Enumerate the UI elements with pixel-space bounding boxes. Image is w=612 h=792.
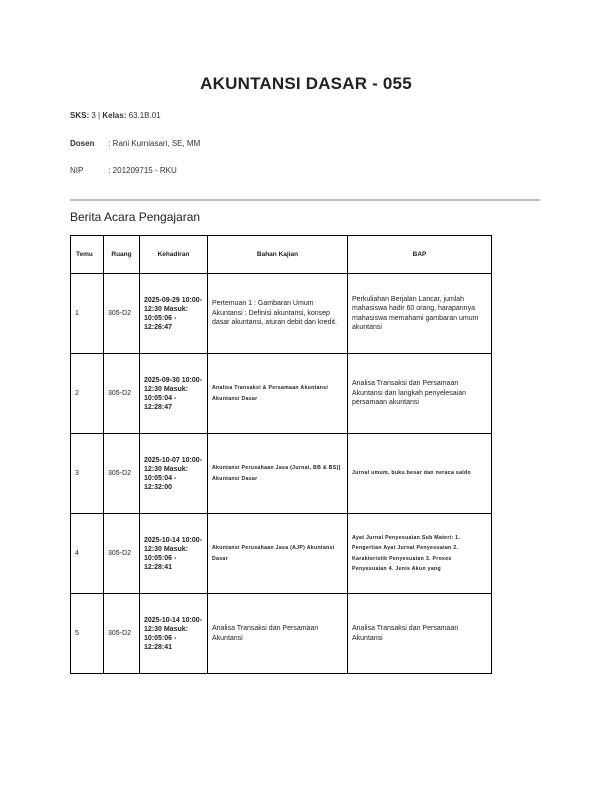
separator: | [98, 111, 101, 120]
nip-line [70, 166, 177, 175]
bap-table [70, 235, 492, 674]
cell-temu: 1 [71, 274, 104, 354]
table-row [71, 274, 492, 354]
cell-ruang: 305-D2 [104, 514, 140, 594]
page-title: AKUNTANSI DASAR - 055 [200, 74, 412, 93]
cell-temu: 4 [71, 514, 104, 594]
nip-value: : 201209715 - RKU [108, 166, 177, 175]
header-temu: Temu [71, 236, 104, 274]
cell-ruang: 305-D2 [104, 434, 140, 514]
cell-bap: Ayat Jurnal Penyesuaian Sub Materi: 1. Pengertian Ayat Jurnal Penyesuaian 2. Karakteristik Penyesuaian 3. Proses Penyesuaian 4. Jenis Akun yang [352, 534, 461, 572]
table-row [71, 514, 492, 594]
table-row [71, 354, 492, 434]
header-ruang: Ruang [104, 236, 140, 274]
header-bahan-kajian: Bahan Kajian [208, 236, 348, 274]
sks-kelas-line [70, 111, 161, 120]
cell-bahan-kajian: Akuntansi Perusahaan Jasa (AJP) Akuntansi Dasar [212, 545, 335, 562]
kelas-value: 63.1B.01 [128, 111, 161, 120]
cell-bap: Perkuliahan Berjalan Lancar, jumlah mahasiswa hadir 60 orang, harapannya mahasiswa memahami gambaran umum akuntansi [348, 274, 492, 354]
divider [70, 199, 540, 201]
cell-ruang: 305-D2 [104, 274, 140, 354]
dosen-value: : Rani Kurniasari, SE, MM [108, 139, 201, 148]
cell-kehadiran: 2025-09-30 10:00-12:30 Masuk: 10:05:04 - 12:28:47 [140, 354, 208, 434]
cell-temu: 3 [71, 434, 104, 514]
header-bap: BAP [348, 236, 492, 274]
cell-kehadiran: 2025-10-14 10:00-12:30 Masuk: 10:05:06 - 12:28:41 [140, 514, 208, 594]
cell-bahan-kajian: Analisa Transaksi & Persamaan Akuntansi Akuntansi Dasar [212, 385, 329, 402]
sks-value: 3 [91, 111, 96, 120]
cell-bap: Analisa Transaksi dan Persamaan Akuntansi [348, 594, 492, 674]
cell-ruang: 305-D2 [104, 594, 140, 674]
sks-label: SKS: [70, 111, 90, 120]
section-title: Berita Acara Pengajaran [70, 210, 201, 224]
table-row [71, 594, 492, 674]
cell-kehadiran: 2025-10-14 10:00-12:30 Masuk: 10:05:06 - 12:28:41 [140, 594, 208, 674]
cell-bap: Analisa Transaksi dan Persamaan Akuntansi dan langkah penyelesaian persamaan akuntansi [348, 354, 492, 434]
cell-kehadiran: 2025-10-07 10:00-12:30 Masuk: 10:05:04 - 12:32:00 [140, 434, 208, 514]
nip-label: NIP [70, 166, 84, 175]
cell-bahan-kajian: Pertemuan 1 : Gambaran Umum Akuntansi : Definisi akuntansi, konsep dasar akuntansi, aturan debit dan kredit. [208, 274, 348, 354]
header-kehadiran: Kehadiran [140, 236, 208, 274]
cell-bap: Jurnal umum, buku besar dan neraca saldo [352, 470, 471, 477]
cell-temu: 2 [71, 354, 104, 434]
table-header-row [71, 236, 492, 274]
cell-bahan-kajian: Analisa Transaksi dan Persamaan Akuntansi [208, 594, 348, 674]
kelas-label: Kelas: [102, 111, 127, 120]
dosen-line [70, 139, 200, 148]
table-row [71, 434, 492, 514]
cell-ruang: 305-D2 [104, 354, 140, 434]
cell-kehadiran: 2025-09-29 10:00-12:30 Masuk: 10:05:06 - 12:26:47 [140, 274, 208, 354]
cell-bahan-kajian: Akuntansi Perusahaan Jasa (Jurnal, BB & BS)] Akuntansi Dasar [212, 465, 341, 482]
dosen-label: Dosen [70, 139, 95, 148]
cell-temu: 5 [71, 594, 104, 674]
